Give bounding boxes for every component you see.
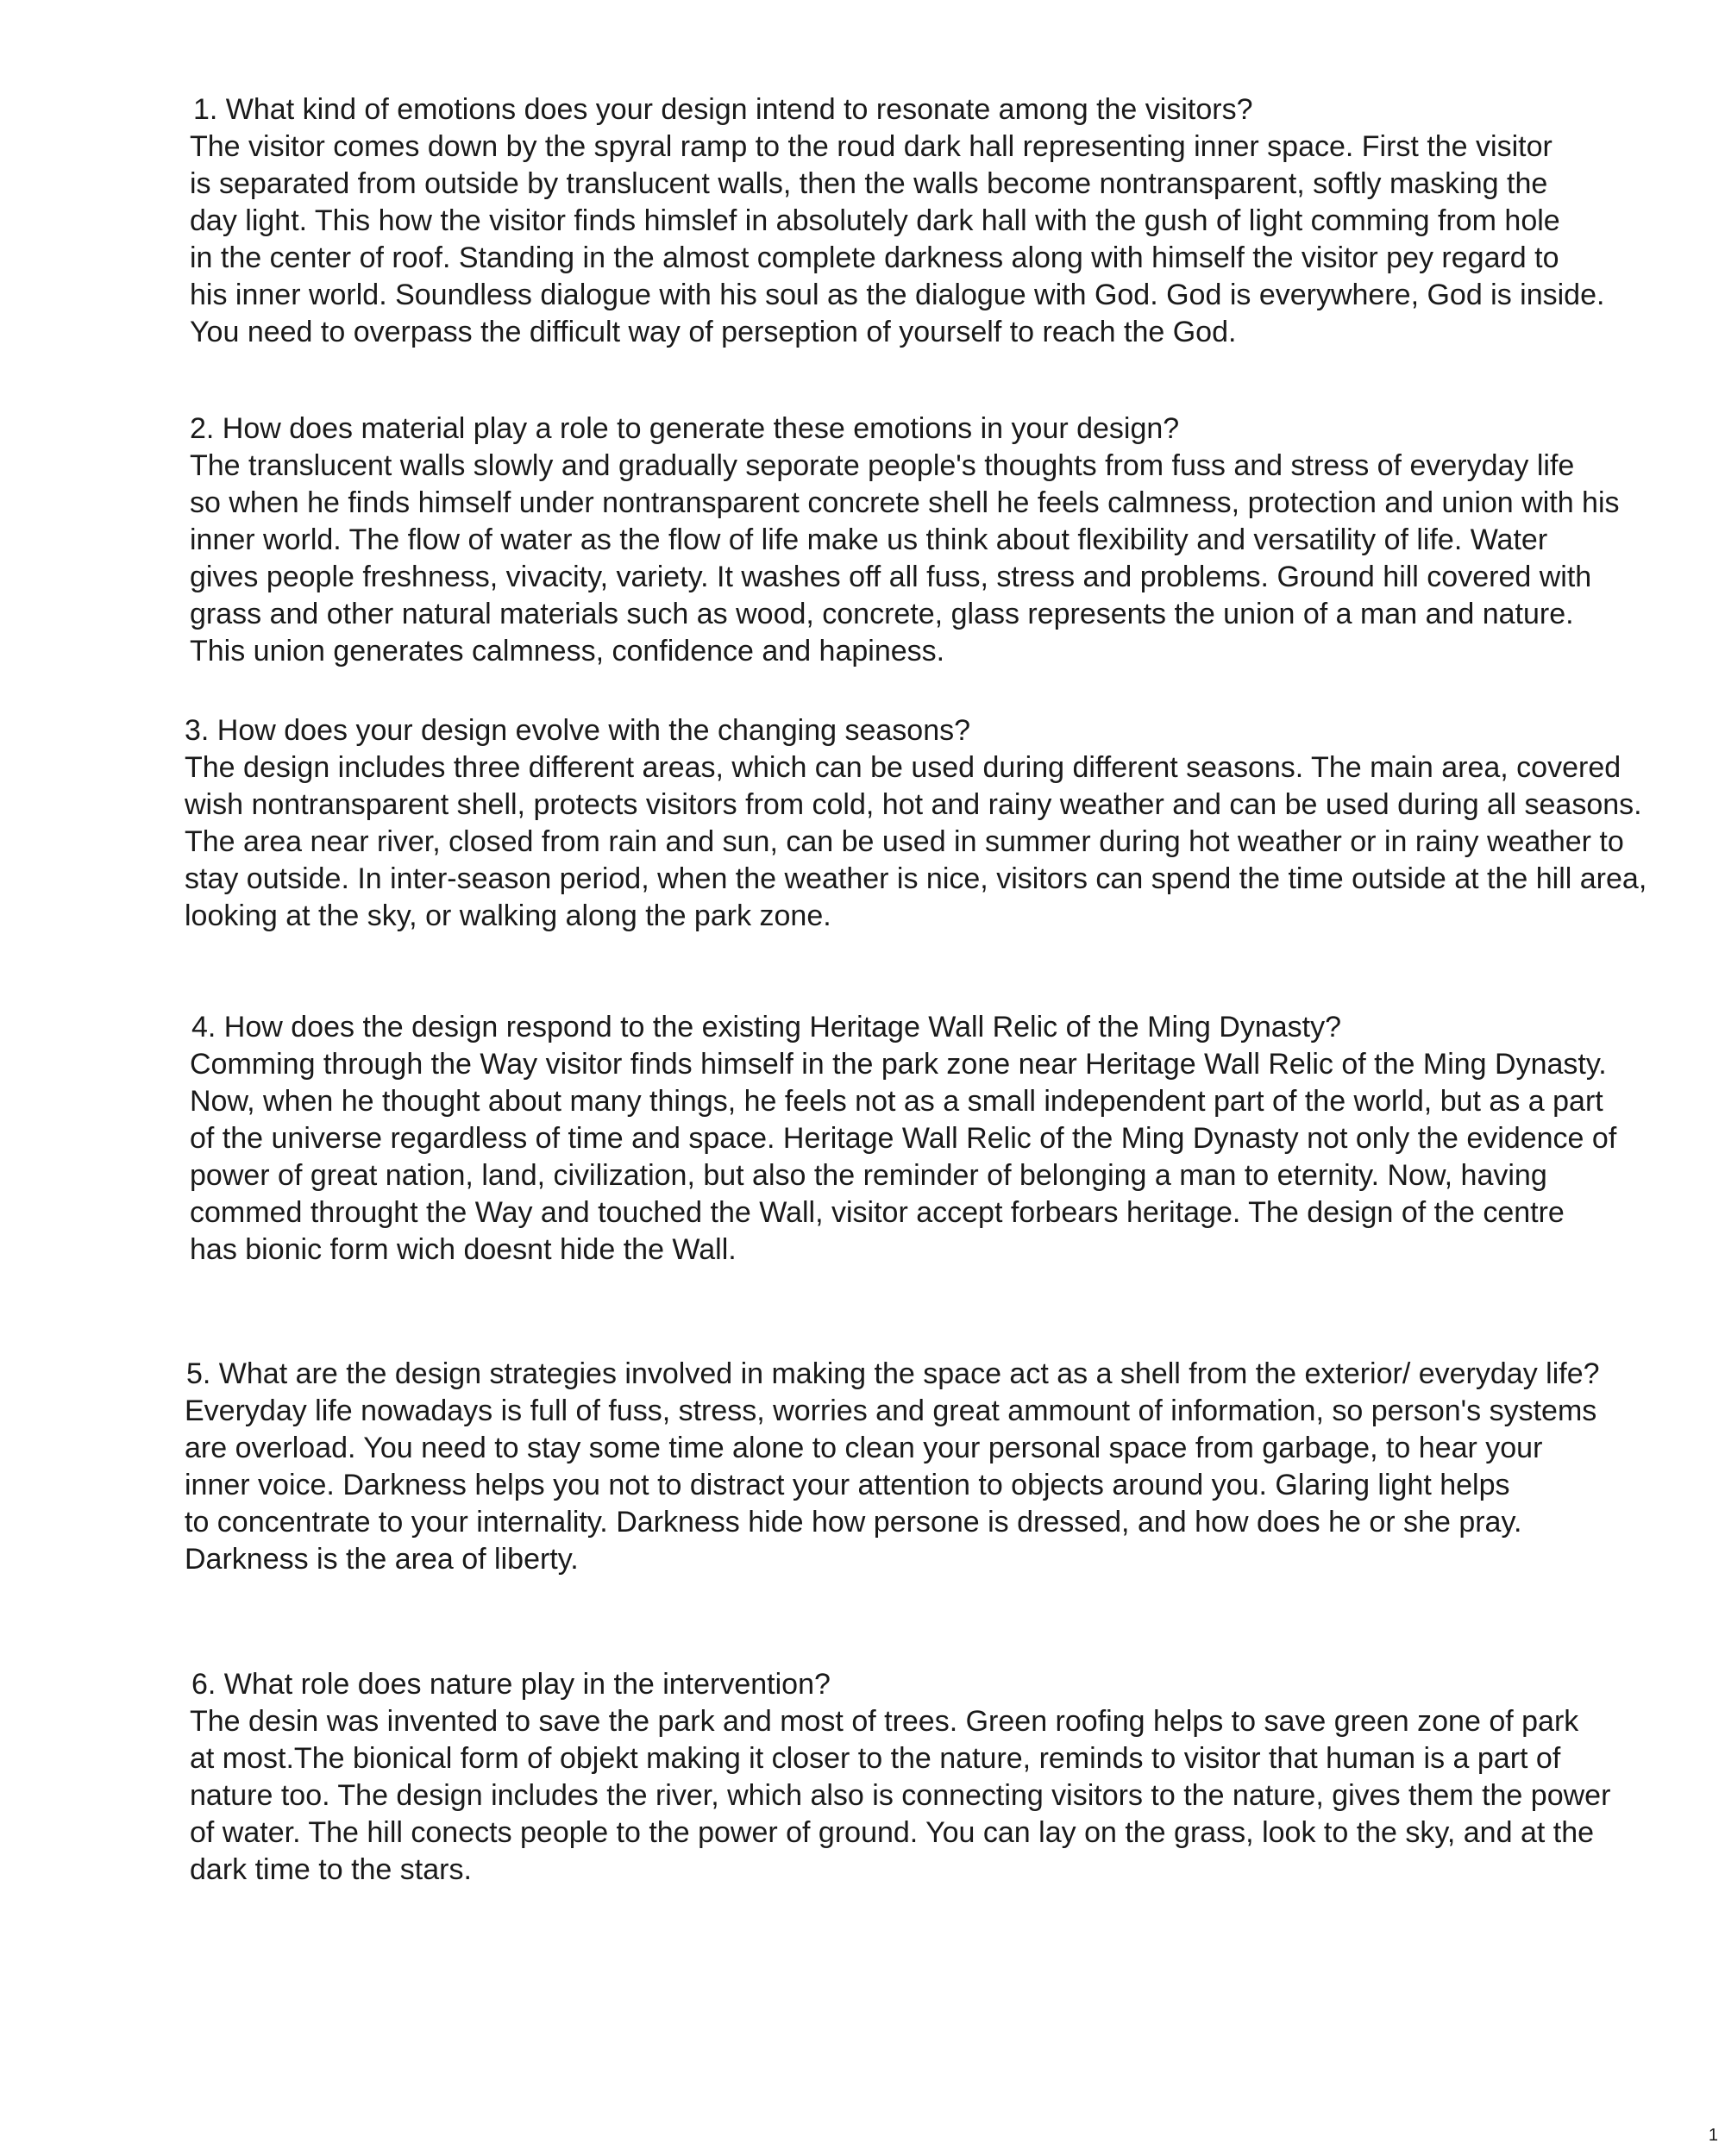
answer-line: The design includes three different areas, which can be used during different seasons. The main area, covered: [185, 751, 1622, 784]
answer-line: at most.The bionical form of objekt making it closer to the nature, reminds to visitor that human is a part of: [190, 1742, 1561, 1775]
answer-line: This union generates calmness, confidence and hapiness.: [190, 635, 945, 667]
answer-line: stay outside. In inter-season period, when the weather is nice, visitors can spend the time outside at the hill area,: [185, 862, 1647, 895]
answer-line: power of great nation, land, civilization, but also the reminder of belonging a man to eternity. Now, having: [190, 1159, 1547, 1192]
answer-line: inner voice. Darkness helps you not to distract your attention to objects around you. Glaring light helps: [185, 1469, 1510, 1501]
answer-line: Now, when he thought about many things, he feels not as a small independent part of the world, but as a part: [190, 1085, 1603, 1118]
question-heading: 1. What kind of emotions does your design intend to resonate among the visitors?: [193, 93, 1253, 126]
answer-line: has bionic form wich doesnt hide the Wall.: [190, 1233, 737, 1266]
answer-line: wish nontransparent shell, protects visitors from cold, hot and rainy weather and can be used during all seasons.: [185, 788, 1642, 821]
question-heading: 6. What role does nature play in the intervention?: [191, 1668, 831, 1701]
answer-line: The translucent walls slowly and gradually seporate people's thoughts from fuss and stress of everyday life: [190, 449, 1575, 482]
answer-line: so when he finds himself under nontransparent concrete shell he feels calmness, protection and union with his: [190, 486, 1620, 519]
answer-line: You need to overpass the difficult way of perseption of yourself to reach the God.: [190, 316, 1237, 348]
answer-line: inner world. The flow of water as the flow of life make us think about flexibility and versatility of life. Water: [190, 523, 1548, 556]
answer-line: The visitor comes down by the spyral ramp to the roud dark hall representing inner space. First the visitor: [190, 130, 1552, 163]
answer-line: of the universe regardless of time and space. Heritage Wall Relic of the Ming Dynasty not only the evidence of: [190, 1122, 1617, 1155]
answer-line: Darkness is the area of liberty.: [185, 1543, 579, 1576]
question-heading: 4. How does the design respond to the existing Heritage Wall Relic of the Ming Dynasty?: [191, 1011, 1341, 1044]
page-number: 1: [1708, 2126, 1718, 2145]
answer-line: is separated from outside by translucent walls, then the walls become nontransparent, softly masking the: [190, 167, 1548, 200]
answer-line: day light. This how the visitor finds himslef in absolutely dark hall with the gush of light comming from hole: [190, 204, 1560, 237]
answer-line: Everyday life nowadays is full of fuss, stress, worries and great ammount of information, so person's systems: [185, 1395, 1597, 1427]
answer-line: of water. The hill conects people to the power of ground. You can lay on the grass, look to the sky, and at the: [190, 1816, 1595, 1849]
answer-line: The area near river, closed from rain and sun, can be used in summer during hot weather or in rainy weather to: [185, 825, 1624, 858]
answer-line: grass and other natural materials such as wood, concrete, glass represents the union of a man and nature.: [190, 598, 1574, 630]
answer-line: nature too. The design includes the river, which also is connecting visitors to the nature, gives them the power: [190, 1779, 1611, 1812]
question-heading: 2. How does material play a role to generate these emotions in your design?: [190, 412, 1180, 445]
answer-line: looking at the sky, or walking along the park zone.: [185, 899, 831, 932]
answer-line: gives people freshness, vivacity, variety. It washes off all fuss, stress and problems. Ground hill covered with: [190, 561, 1592, 593]
question-heading: 5. What are the design strategies involved in making the space act as a shell from the exterior/ everyday life?: [186, 1357, 1600, 1390]
answer-line: to concentrate to your internality. Darkness hide how persone is dressed, and how does he or she pray.: [185, 1506, 1522, 1539]
answer-line: are overload. You need to stay some time alone to clean your personal space from garbage, to hear your: [185, 1432, 1543, 1464]
question-heading: 3. How does your design evolve with the changing seasons?: [185, 714, 971, 747]
answer-line: Comming through the Way visitor finds himself in the park zone near Heritage Wall Relic of the Ming Dynasty.: [190, 1048, 1607, 1081]
answer-line: his inner world. Soundless dialogue with his soul as the dialogue with God. God is everywhere, God is inside.: [190, 279, 1605, 311]
answer-line: in the center of roof. Standing in the almost complete darkness along with himself the visitor pey regard to: [190, 241, 1559, 274]
answer-line: dark time to the stars.: [190, 1853, 472, 1886]
answer-line: The desin was invented to save the park and most of trees. Green roofing helps to save green zone of park: [190, 1705, 1579, 1738]
answer-line: commed throught the Way and touched the Wall, visitor accept forbears heritage. The design of the centre: [190, 1196, 1565, 1229]
